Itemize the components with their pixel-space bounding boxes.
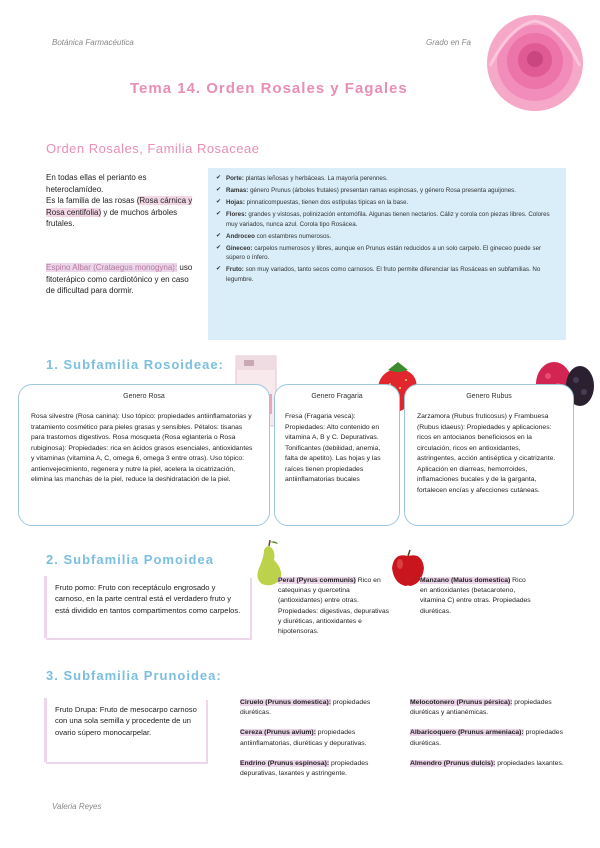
prunus-item-name: Ciruelo (Prunus domestica): [240,699,332,706]
feature-text: género Prunus (árboles frutales) presentan ramas espinosas, y género Rosa presenta aguijones. [248,186,516,194]
intro-rosas-c: y de muchos árboles frutales. [46,207,178,229]
espino-albar-name: Espino Albar (Crataegus monogyna): [46,263,178,272]
prunus-item-name: Almendro (Prunus dulcis): [410,759,496,767]
feature-item [216,210,558,230]
feature-label: Androceo [226,232,255,240]
intro-perianto: En todas ellas el perianto es heteroclamídeo. [46,173,147,194]
fruto-drupa-note: Fruto Drupa: Fruto de mesocarpo carnoso con una sola semilla y procedente de un ovario súpero monocarpelar. [44,698,206,762]
prunus-item [240,759,400,779]
prunus-item-text: propiedades depurativas, laxantes y astringente. [240,759,369,777]
genero-rubus-text: Zarzamora (Rubus fruticosus) y Frambuesa (Rubus idaeus): Propiedades y aplicaciones: ricos en antocianos beneficiosos en la circulación, ricos en antioxidantes, astringentes, acción antiséptica y cicatrizante. Aplicación en diarreas, hemorroides, inflamaciones bucales y de la garganta, fortalecen encías y afecciones cutáneas. [417,413,556,494]
feature-label: Hojas: [226,198,245,206]
genero-rosa-box [18,384,270,526]
intro-rosas-a: Es la familia de las rosas [46,196,137,206]
feature-label: Ramas: [226,186,249,194]
manzano-name: Manzano (Malus domestica) [420,577,511,584]
espino-albar-desc: uso fitoterápico como cardiotónico y en caso de dificultad para dormir. [46,263,193,296]
prunus-item-name: Melocotonero (Prunus pérsica): [410,699,513,706]
prunus-item-text: propiedades diuréticas. [240,699,371,717]
feature-text: plantas leñosas y herbáceas. La mayoría perennes. [243,175,388,182]
page-title: Tema 14. Orden Rosales y Fagales [130,80,408,97]
genero-rosa-title: Genero Rosa [123,393,165,400]
peral-text [278,576,390,637]
fruto-pomo-note: Fruto pomo: Fruto con receptáculo engrosado y carnoso, en la parte central está el verdadero fruto y está dividido en tantos compartimentos como carpelos. [44,576,250,638]
prunus-left-list [240,698,400,789]
feature-item [216,244,558,264]
header-degree: Grado en Fa [426,38,471,47]
genero-fragaria-box [274,384,400,526]
manzano-desc: Rico en antioxidantes (betacaroteno, vitamina C) entre otras. Propiedades diuréticas. [420,577,531,615]
intro-rosas-species: (Rosa cárnica y Rosa centifolia) [46,196,193,217]
prunus-item-text: propiedades laxantes. [495,759,564,767]
peral-name: Peral (Pyrus communis) [278,577,356,584]
feature-item [216,232,558,242]
subfamily-pomoidea-heading: 2. Subfamilia Pomoidea [46,552,214,567]
prunus-item-text: propiedades diuréticas y antianémicas. [410,699,552,717]
feature-item [216,265,558,285]
footer-author: Valeria Reyes [52,802,102,811]
prunus-item-text: propiedades antiinflamatorias, diuréticas y depurativas. [240,729,367,747]
features-box [208,168,566,340]
prunus-item-text: propiedades diuréticas. [410,729,563,747]
intro-text [46,172,196,230]
prunus-item [410,698,570,718]
features-list [216,174,558,285]
intro-rosas [46,195,196,230]
subfamily-rosoideae-heading: 1. Subfamilia Rosoideae: [46,357,224,372]
prunus-item [410,728,570,748]
rose-image [480,6,590,116]
feature-label: Gineceo: [226,244,253,252]
header-subject: Botánica Farmacéutica [52,38,134,47]
genero-fragaria-text: Fresa (Fragaria vesca): Propiedades: Alto contenido en vitamina A, B y C. Depurativas. Tonificantes (debilidad, anemia, falta de apetito). Las hojas y las raíces tienen propiedades antiinflamatorias bucales [285,413,381,484]
genero-rosa-text: Rosa silvestre (Rosa canina): Uso tópico: propiedades antiinflamatorias y tratamiento cosmético para pieles grasas y sensibles. Pétalos: tisanas para trastornos digestivos. Rosa mosqueta (Rosa eglanteria o Rosa rubiginosa): Propiedades: rica en ácidos grasos esenciales, antioxidantes y vitaminas (vitamina A, C, omega 6, omega 3 entre otras). Uso tópico: antienvejecimiento, regenera y nutre la piel, acelera la cicatrización, elimina las manchas de la piel, reduce la deshidratación de la piel. [31,413,253,484]
feature-label: Flores: [226,210,247,218]
feature-item [216,174,558,184]
feature-item [216,198,558,208]
feature-label: Fruto: [226,266,244,274]
genero-rubus-title: Genero Rubus [466,393,512,400]
espino-albar-text [46,262,196,297]
feature-item [216,186,558,196]
genero-fragaria-title: Genero Fragaria [311,393,363,400]
genero-rubus-box [404,384,574,526]
subfamily-prunoidea-heading: 3. Subfamilia Prunoidea: [46,668,222,683]
prunus-right-list [410,698,570,779]
feature-text: pinnaticompuestas, tienen dos estípulas típicas en la base. [244,198,409,206]
peral-desc: Rico en catequinas y quercetina (antioxidantes) entre otras. Propiedades: digestivas, depurativas y diuréticas, antioxidantes e hipotensoras. [278,577,390,635]
prunus-item-name: Albaricoquero (Prunus armeniaca): [410,729,524,737]
feature-text: son muy variados, tanto secos como carnosos. El fruto permite diferenciar las Rosáceas en subfamilias. No legumbre. [226,266,541,284]
prunus-item [240,728,400,748]
prunus-item-name: Cereza (Prunus avium): [240,729,316,737]
feature-label: Porte: [226,175,244,182]
feature-text: con estambres numerosos. [254,232,332,240]
manzano-text [420,576,532,617]
section-heading-rosales: Orden Rosales, Familia Rosaceae [46,141,260,156]
feature-text: grandes y vistosas, polinización entomófila. Algunas tienen nectarios. Cáliz y corola con piezas libres. Colores muy variados, nunca azul. Corola tipo Rosácea. [226,210,550,228]
prunus-item-name: Endrino (Prunus espinosa): [240,759,330,767]
prunus-item [240,698,400,718]
prunus-item [410,759,570,769]
feature-text: carpelos numerosos y libres, aunque en Prunus están reducidos a un solo carpelo. El gineceo puede ser súpero o ínfero. [226,244,542,262]
